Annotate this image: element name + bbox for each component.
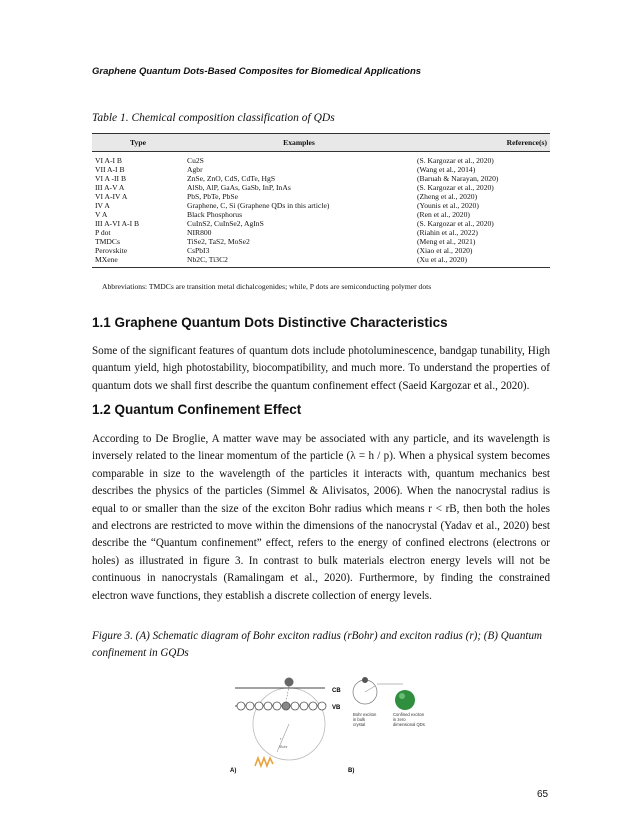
table-row	[92, 165, 550, 174]
orbit-radius-line	[365, 686, 375, 692]
table-row	[92, 228, 550, 237]
r-label: r	[280, 736, 282, 741]
cell-reference: (Xiao et al., 2020)	[417, 246, 473, 255]
cell-reference: (Zheng et al., 2020)	[417, 192, 478, 201]
table-row	[92, 237, 550, 246]
electron-particle	[285, 678, 294, 687]
cell-type: VI A-IV A	[95, 192, 128, 201]
orbiting-electron	[362, 677, 368, 683]
cell-reference: (Riahin et al., 2022)	[417, 228, 478, 237]
confined-exciton-caption: Confined exciton in zero dimensional QDs	[393, 712, 425, 727]
cell-examples: PbS, PbTe, PbSe	[187, 192, 238, 201]
cell-type: III A-VI A-I B	[95, 219, 140, 228]
quantum-confinement-figure	[225, 676, 455, 776]
table-header-row	[92, 134, 550, 152]
cell-reference: (S. Kargozar et al., 2020)	[417, 183, 494, 192]
cb-label: CB	[332, 688, 341, 694]
cell-reference: (Baruah & Narayan, 2020)	[417, 174, 499, 183]
bohr-exciton-caption: Bohr exciton in bulk crystal	[353, 712, 377, 727]
panel-a-bohr-exciton	[230, 678, 341, 775]
cell-type: VI A-I B	[95, 156, 122, 165]
col-header-references: Reference(s)	[414, 134, 550, 152]
cell-type: P dot	[95, 228, 111, 237]
figure-caption: Figure 3. (A) Schematic diagram of Bohr exciton radius (rBohr) and exciton radius (r); (B) Quantum confinement in GQDs	[92, 630, 543, 659]
cell-examples: Cu2S	[187, 156, 204, 165]
table-row	[92, 183, 550, 192]
cell-examples: CuInS2, CuInSe2, AgInS	[187, 219, 264, 228]
table-row	[92, 246, 550, 255]
table-body	[92, 152, 550, 268]
cell-reference: (Wang et al., 2014)	[417, 165, 476, 174]
page-number: 65	[537, 789, 549, 800]
table-row	[92, 201, 550, 210]
section-heading-1-2: 1.2 Quantum Confinement Effect	[92, 402, 302, 417]
cell-examples: Graphene, C, Si (Graphene QDs in this article)	[187, 201, 330, 210]
vb-label: VB	[332, 705, 341, 711]
rbohr-label: rBohr	[279, 745, 288, 749]
cell-examples: AlSb, AlP, GaAs, GaSb, InP, InAs	[187, 183, 291, 192]
qd-classification-table	[92, 133, 550, 268]
table-note: Abbreviations: TMDCs are transition metal dichalcogenides; while, P dots are semiconducting polymer dots	[102, 282, 432, 291]
cell-type: MXene	[92, 255, 184, 268]
cell-type: III A-V A	[95, 183, 125, 192]
running-head: Graphene Quantum Dots-Based Composites for Biomedical Applications	[92, 66, 422, 77]
cell-reference: (Younis et al., 2020)	[417, 201, 479, 210]
cell-type: VII A-I B	[95, 165, 125, 174]
table-row	[92, 174, 550, 183]
cell-type: Perovskite	[95, 246, 128, 255]
cell-type: IV A	[95, 201, 110, 210]
cell-examples: CsPbI3	[187, 246, 210, 255]
col-header-examples: Examples	[184, 134, 414, 152]
section-1-2-paragraph: According to De Broglie, A matter wave may be associated with any particle, and its wavelength is inversely related to the linear momentum of the particle (λ = h / p). When a physical system becomes comparable in size to the wavelength of the particles it interacts with, quantum mechanics best describes the physics of the particles (Simmel & Alivisatos, 2006). When the nanocrystal radius is equal to or smaller than the size of the exciton Bohr radius which means r < rB, then both the holes and electrons are restricted to move within the dimensions of the nanocrystal (Yadav et al., 2020) best describe the “Quantum confinement” effect, refers to the energy of confined electrons (electrons or holes) as illustrated in figure 3. In contrast to bulk materials electron energy levels will not be continuous in nanocrystals (Ramalingam et al., 2020). Furthermore, by finding the constrained electron wave functions, they establish a discrete collection of energy levels.	[92, 433, 550, 602]
table-row	[92, 210, 550, 219]
confined-qd-sphere	[395, 690, 415, 710]
col-header-type: Type	[92, 134, 184, 152]
cell-reference: (S. Kargozar et al., 2020)	[417, 219, 494, 228]
qd-highlight	[399, 693, 405, 699]
cell-reference: (S. Kargozar et al., 2020)	[417, 156, 494, 165]
cell-reference: (Ren et al., 2020)	[417, 210, 470, 219]
table-caption: Table 1. Chemical composition classification of QDs	[92, 112, 335, 124]
cell-reference: (Meng et al., 2021)	[417, 237, 476, 246]
cell-examples: ZnSe, ZnO, CdS, CdTe, HgS	[187, 174, 276, 183]
table-row	[92, 192, 550, 201]
photon-wave-icon	[255, 758, 273, 766]
panel-b-confinement	[348, 677, 425, 774]
cell-examples: TiSe2, TaS2, MoSe2	[187, 237, 250, 246]
section-heading-1-1: 1.1 Graphene Quantum Dots Distinctive Characteristics	[92, 315, 448, 330]
table-row	[92, 255, 550, 268]
cell-reference: (Xu et al., 2020)	[414, 255, 550, 268]
section-1-1-paragraph: Some of the significant features of quantum dots include photoluminescence, bandgap tunability, High quantum yield, high photostability, biocompatibility, and much more. To understand the properties of quantum dots we shall first describe the quantum confinement effect (Saeid Kargozar et al., 2020).	[92, 345, 550, 392]
panel-b-label: B)	[348, 768, 355, 774]
cell-examples: Black Phosphorus	[187, 210, 243, 219]
cell-type: V A	[95, 210, 108, 219]
cell-examples: Agbr	[187, 165, 203, 174]
table-row	[92, 152, 550, 166]
cell-examples: Nb2C, Ti3C2	[184, 255, 414, 268]
cell-type: TMDCs	[95, 237, 120, 246]
cell-examples: NIR800	[187, 228, 212, 237]
table-row	[92, 219, 550, 228]
panel-a-label: A)	[230, 768, 237, 774]
cell-type: VI A -II B	[95, 174, 127, 183]
